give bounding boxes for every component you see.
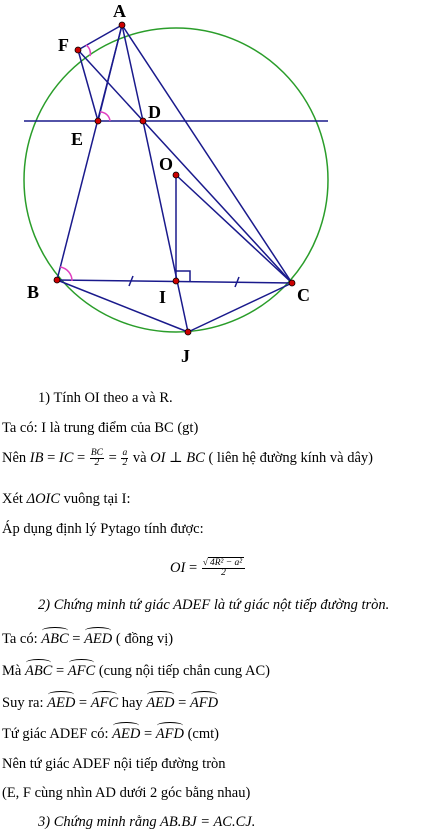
label-f: F — [58, 35, 69, 55]
angle-mark-b — [60, 267, 72, 281]
angle-abc: ABC — [41, 627, 68, 648]
point-d — [140, 118, 146, 124]
fraction-denominator: 2 — [221, 568, 226, 579]
label-i: I — [159, 287, 167, 307]
angle-mark-e — [100, 112, 110, 121]
question-2-heading: 2) Chứng minh tứ giác ADEF là tứ giác nột tiếp đường tròn. — [38, 597, 390, 613]
text-segment: (cmt) — [183, 726, 219, 742]
fraction-denominator: 2 — [94, 458, 100, 469]
label-j: J — [181, 346, 190, 366]
equals-sign: = — [174, 695, 190, 711]
solution-line-4: Áp dụng định lý Pytago tính được: — [2, 521, 204, 537]
equals-sign: = — [43, 450, 59, 466]
solution-line-5 — [2, 627, 173, 648]
label-b: B — [27, 282, 40, 302]
math-triangle-oic: ΔOIC — [26, 491, 61, 507]
solution-line-8 — [2, 722, 219, 743]
question-1-heading: 1) Tính OI theo a và R. — [38, 390, 173, 406]
equals-sign: = — [105, 450, 121, 466]
text-segment: Suy ra: — [2, 695, 48, 711]
label-c: C — [297, 285, 310, 305]
text-segment: Tứ giác ADEF có: — [2, 726, 113, 742]
angle-aed: AED — [112, 722, 140, 743]
solution-line-1: Ta có: I là trung điểm của BC (gt) — [2, 420, 199, 436]
segment-oc — [176, 175, 292, 283]
fraction-numerator: a — [122, 448, 128, 459]
equals-sign: = — [140, 726, 156, 742]
point-c — [289, 280, 295, 286]
math-oi: OI — [170, 560, 186, 576]
question-3-heading — [38, 813, 255, 831]
equals-sign: = — [52, 663, 68, 679]
solution-line-2 — [2, 445, 373, 471]
point-f — [75, 47, 81, 53]
point-o — [173, 172, 179, 178]
segment-af — [78, 25, 122, 50]
fraction-bc-over-2 — [90, 449, 104, 468]
solution-line-7 — [2, 691, 218, 712]
solution-line-9: Nên tứ giác ADEF nội tiếp đường tròn — [2, 756, 226, 772]
point-j — [185, 329, 191, 335]
angle-aed: AED — [84, 627, 112, 648]
text-segment: ( đồng vị) — [112, 631, 174, 647]
solution-line-6 — [2, 659, 270, 680]
angle-afd: AFD — [156, 722, 184, 743]
point-i — [173, 278, 179, 284]
equals-sign: = — [73, 450, 89, 466]
point-b — [54, 277, 60, 283]
text-segment: (cung nội tiếp chắn cung AC) — [95, 663, 270, 679]
segment-bj — [57, 280, 188, 332]
label-e: E — [71, 129, 84, 149]
angle-aed: AED — [47, 691, 75, 712]
equals-sign: = — [75, 695, 91, 711]
geometry-figure — [0, 0, 432, 375]
equals-sign: = — [68, 631, 85, 647]
fraction-numerator: BC — [90, 448, 103, 459]
angle-afd: AFD — [190, 691, 218, 712]
text-segment: hay — [118, 695, 147, 711]
text-segment: 3) Chứng minh rằng — [38, 814, 161, 830]
label-o: O — [159, 154, 174, 174]
angle-mark-f — [86, 45, 90, 56]
text-segment: Mà — [2, 663, 25, 679]
text-segment: Nên — [2, 450, 30, 466]
math-ic: IC — [58, 450, 74, 466]
math-oi-perp-bc: OI ⊥ BC — [150, 450, 205, 466]
text-segment: ( liên hệ đường kính và dây) — [204, 450, 373, 466]
solution-line-10: (E, F cùng nhìn AD dưới 2 góc bằng nhau) — [2, 785, 251, 801]
math-ib: IB — [29, 450, 44, 466]
point-a — [119, 22, 125, 28]
segment-ad — [122, 25, 143, 121]
segment-ac — [122, 25, 292, 283]
equals-sign: = — [185, 560, 201, 576]
segment-cj — [188, 283, 292, 332]
text-segment: Xét — [2, 491, 27, 507]
angle-afc: AFC — [68, 659, 95, 680]
math-ab-bj-ac-cj: AB.BJ = AC.CJ — [160, 814, 252, 830]
point-e — [95, 118, 101, 124]
fraction-sqrt — [202, 559, 245, 578]
sqrt-radicand: 4R² − a² — [209, 558, 243, 569]
angle-afc: AFC — [91, 691, 118, 712]
segment-fc — [78, 50, 292, 283]
formula-oi — [170, 553, 246, 583]
fraction-denominator: 2 — [122, 458, 128, 469]
text-segment: Ta có: — [2, 631, 42, 647]
angle-abc: ABC — [25, 659, 52, 680]
segment-ae — [98, 25, 122, 121]
label-a: A — [113, 1, 126, 21]
solution-line-3 — [2, 490, 131, 508]
fraction-numerator: √ 4R² − a² — [202, 559, 245, 569]
label-d: D — [148, 102, 161, 122]
text-segment: và — [129, 450, 151, 466]
text-segment: vuông tại I: — [60, 491, 131, 507]
text-segment: . — [251, 814, 256, 830]
fraction-a-over-2 — [121, 449, 128, 468]
angle-aed: AED — [146, 691, 174, 712]
